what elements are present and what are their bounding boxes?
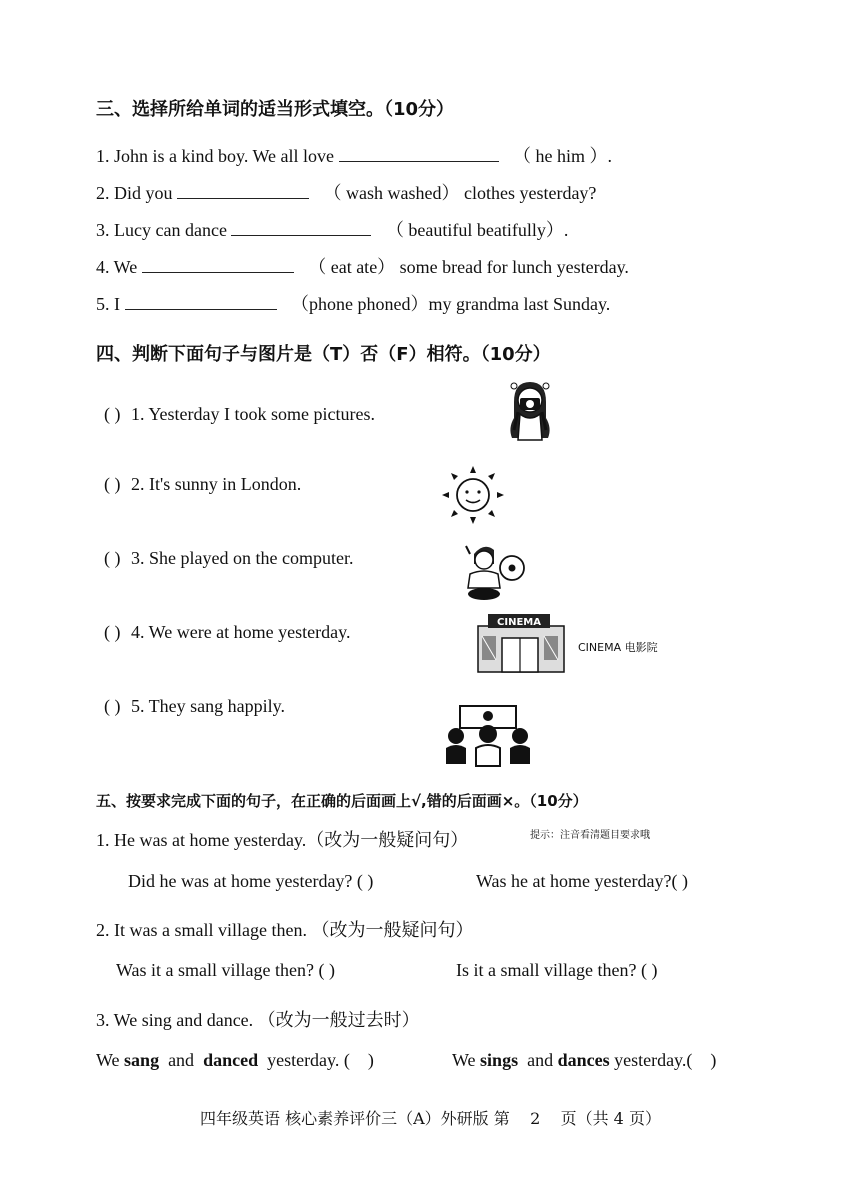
s3-item-5-blank[interactable] xyxy=(125,295,277,310)
section-4-heading: 四、判断下面句子与图片是（T）否（F）相符。（10分） xyxy=(96,344,551,365)
s5-q3-option-a[interactable] xyxy=(96,1050,374,1071)
s3-item-1 xyxy=(96,142,612,168)
s5-q3b-bold2: dances xyxy=(557,1050,610,1070)
s5-q3b-part1: We xyxy=(452,1050,481,1070)
s3-item-2-blank[interactable] xyxy=(177,184,309,199)
cinema-sign-text: CINEMA xyxy=(497,617,541,628)
sun-icon xyxy=(440,464,506,526)
s4-item-2-answer-box[interactable]: ( ) xyxy=(104,474,121,494)
cinema-icon xyxy=(474,612,570,674)
s3-item-2-text: 2. Did you xyxy=(96,183,173,203)
s5-q1-prompt: 1. He was at home yesterday.（改为一般疑问句） xyxy=(96,830,469,850)
s5-q1-option-b[interactable]: Was he at home yesterday?( ) xyxy=(476,871,688,891)
s3-item-4 xyxy=(96,253,629,279)
s5-q3b-bold1: sings xyxy=(480,1050,519,1070)
s3-item-4-text: 4. We xyxy=(96,257,138,277)
s3-item-5 xyxy=(96,290,610,316)
s3-item-5-options: （phone phoned）my grandma last Sunday. xyxy=(291,294,611,314)
s4-item-4 xyxy=(104,622,350,643)
s4-item-4-text: 4. We were at home yesterday. xyxy=(131,622,351,642)
s3-item-3-blank[interactable] xyxy=(231,221,371,236)
section-3-heading: 三、选择所给单词的适当形式填空。（10分） xyxy=(96,99,455,120)
s5-q2-prompt: 2. It was a small village then. （改为一般疑问句） xyxy=(96,920,474,940)
s4-item-1-text: 1. Yesterday I took some pictures. xyxy=(131,404,375,424)
s4-item-3-answer-box[interactable]: ( ) xyxy=(104,548,121,568)
s3-item-4-options: （ eat ate） some bread for lunch yesterday. xyxy=(308,257,629,277)
s3-item-3-text: 3. Lucy can dance xyxy=(96,220,227,240)
kids-watching-icon xyxy=(440,704,536,770)
s4-item-5 xyxy=(104,696,285,717)
page-footer: 四年级英语 核心素养评价三（A）外研版 第 2 页（共 4 页） xyxy=(200,1109,661,1128)
s5-q3a-part3: yesterday. ( ) xyxy=(258,1050,374,1070)
s5-q3a-part2: and xyxy=(159,1050,204,1070)
cinema-caption: CINEMA 电影院 xyxy=(578,641,658,654)
s5-q3b-part2: and xyxy=(518,1050,558,1070)
s4-item-2 xyxy=(104,474,301,495)
s4-item-5-text: 5. They sang happily. xyxy=(131,696,285,716)
s4-item-4-answer-box[interactable]: ( ) xyxy=(104,622,121,642)
s3-item-1-options: （ he him ）. xyxy=(513,146,613,166)
s3-item-5-text: 5. I xyxy=(96,294,120,314)
s5-q3-option-b[interactable] xyxy=(452,1050,716,1071)
s4-item-1 xyxy=(104,404,375,425)
s5-q3a-bold1: sang xyxy=(124,1050,160,1070)
section-5-heading: 五、按要求完成下面的句子，在正确的后面画上√,错的后面画×。（10分） xyxy=(96,792,588,810)
s5-q3-prompt: 3. We sing and dance. （改为一般过去时） xyxy=(96,1010,420,1030)
s5-q2-option-b[interactable]: Is it a small village then? ( ) xyxy=(456,960,658,980)
s4-item-2-text: 2. It's sunny in London. xyxy=(131,474,302,494)
s3-item-1-blank[interactable] xyxy=(339,147,499,162)
s3-item-4-blank[interactable] xyxy=(142,258,294,273)
s3-item-3 xyxy=(96,216,568,242)
s5-hint: 提示：注音看清题目要求哦 xyxy=(530,830,650,841)
s5-q2-option-a[interactable]: Was it a small village then? ( ) xyxy=(116,960,335,980)
s3-item-2 xyxy=(96,179,596,205)
s4-item-1-answer-box[interactable]: ( ) xyxy=(104,404,121,424)
s3-item-2-options: （ wash washed） clothes yesterday? xyxy=(323,183,597,203)
girl-cd-icon xyxy=(462,540,528,602)
s5-q3a-part1: We xyxy=(96,1050,125,1070)
s5-q1-option-a[interactable]: Did he was at home yesterday? ( ) xyxy=(128,871,374,891)
s3-item-1-text: 1. John is a kind boy. We all love xyxy=(96,146,335,166)
camera-girl-icon xyxy=(500,378,560,446)
s4-item-3-text: 3. She played on the computer. xyxy=(131,548,354,568)
s5-q3b-part3: yesterday.( ) xyxy=(609,1050,717,1070)
s5-q3a-bold2: danced xyxy=(203,1050,259,1070)
s4-item-5-answer-box[interactable]: ( ) xyxy=(104,696,121,716)
s4-item-3 xyxy=(104,548,353,569)
s3-item-3-options: （ beautiful beatifully）. xyxy=(385,220,569,240)
